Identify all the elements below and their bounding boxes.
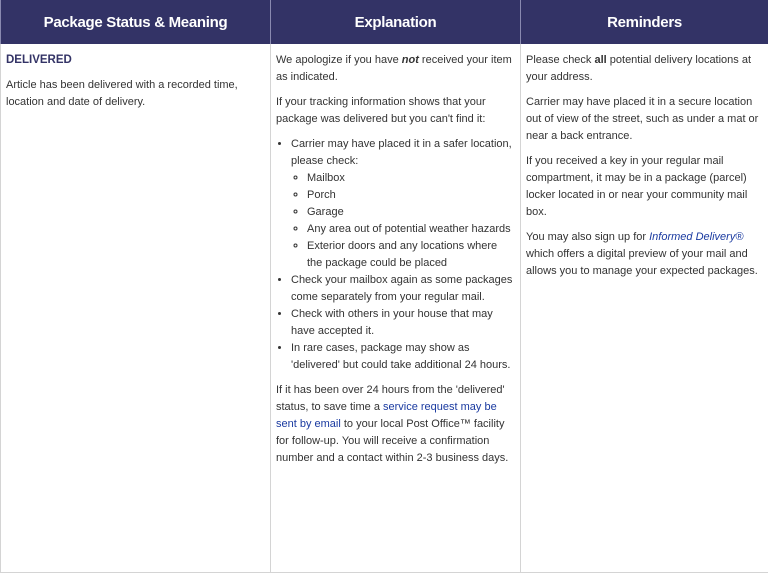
list-item: ◦ Mailbox	[307, 170, 514, 187]
apology-emphasis: not	[402, 54, 419, 66]
status-title: DELIVERED	[6, 52, 264, 69]
header-status-meaning: Package Status & Meaning	[1, 0, 271, 44]
header-explanation: Explanation	[271, 0, 521, 44]
status-meaning: Article has been delivered with a recorded time, location and date of delivery.	[6, 77, 264, 111]
informed-delivery-link[interactable]: Informed Delivery®	[649, 231, 743, 243]
list-item: • Check your mailbox again as some packages come separately from your regular mail.	[291, 272, 514, 306]
apology-text	[276, 52, 514, 86]
reminders-cell	[521, 44, 768, 573]
reminder-parcel-locker: If you received a key in your regular mail compartment, it may be in a package (parcel) locker located in or near your community mail box.	[526, 153, 762, 221]
apology-post: received your item as indicated.	[276, 54, 512, 83]
bullet-safer-location: Carrier may have placed it in a safer location, please check:	[291, 138, 512, 167]
list-item: ◦ Exterior doors and any locations where the package could be placed	[307, 238, 514, 272]
followup-text	[276, 382, 514, 467]
table-row	[1, 44, 768, 573]
reminder-1-post: potential delivery locations at your address.	[526, 54, 751, 83]
reminder-4-pre: You may also sign up for	[526, 231, 649, 243]
tracking-note: If your tracking information shows that your package was delivered but you can't find it:	[276, 94, 514, 128]
reminder-4-post: which offers a digital preview of your mail and allows you to manage your expected packages.	[526, 248, 758, 277]
header-reminders: Reminders	[521, 0, 768, 44]
table-header-row	[1, 0, 768, 44]
reminder-check-all	[526, 52, 762, 86]
service-request-link[interactable]: service request may be sent by email	[276, 401, 497, 430]
status-cell	[1, 44, 271, 573]
reminder-informed-delivery	[526, 229, 762, 280]
list-item: ◦ Porch	[307, 187, 514, 204]
reminder-secure-location: Carrier may have placed it in a secure location out of view of the street, such as under a mat or near a back entrance.	[526, 94, 762, 145]
sub-check-list	[291, 170, 514, 272]
list-item: ◦ Any area out of potential weather hazards	[307, 221, 514, 238]
list-item	[291, 136, 514, 272]
followup-post: to your local Post Office™ facility for follow-up. You will receive a confirmation number and a contact within 2-3 business days.	[276, 418, 508, 464]
list-item: • Check with others in your house that may have accepted it.	[291, 306, 514, 340]
followup-pre: If it has been over 24 hours from the 'delivered' status, to save time a	[276, 384, 505, 413]
apology-pre: We apologize if you have	[276, 54, 402, 66]
reminder-1-bold: all	[594, 54, 606, 66]
reminder-1-pre: Please check	[526, 54, 594, 66]
explanation-cell	[271, 44, 521, 573]
list-item: • In rare cases, package may show as 'delivered' but could take additional 24 hours.	[291, 340, 514, 374]
check-list	[276, 136, 514, 374]
list-item: ◦ Garage	[307, 204, 514, 221]
